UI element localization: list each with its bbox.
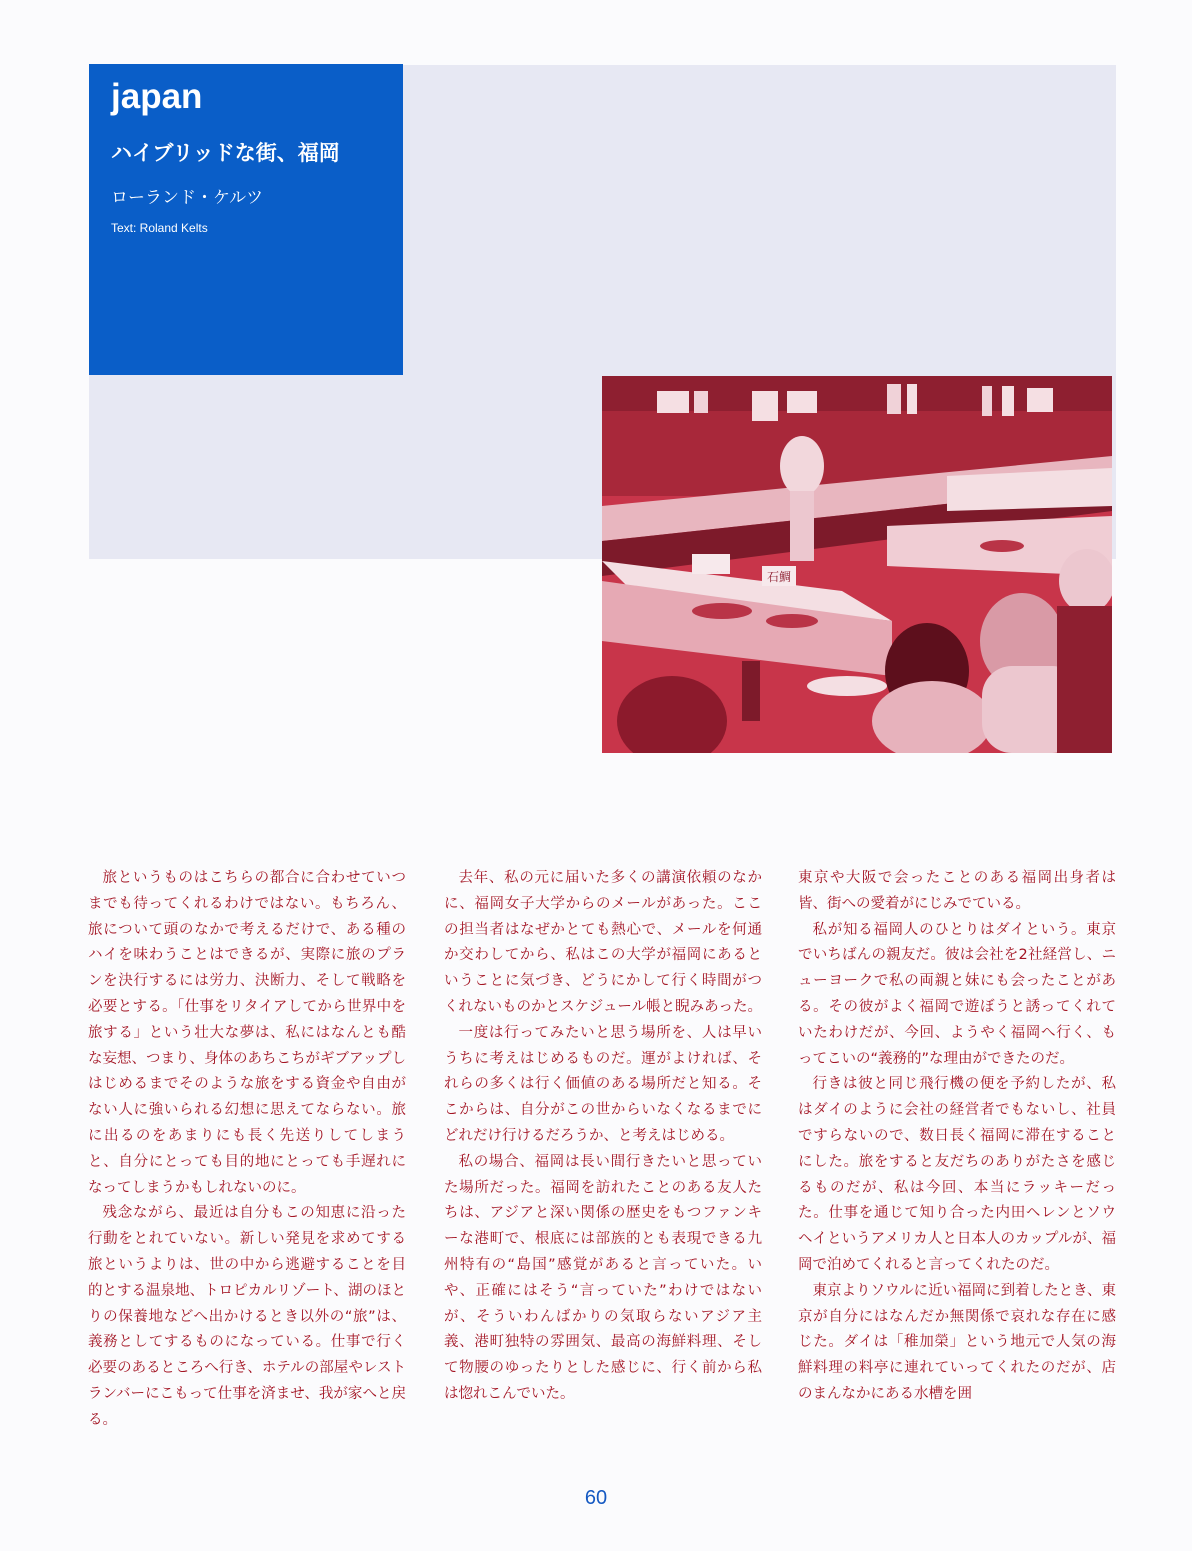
paragraph: 残念ながら、最近は自分もこの知恵に沿った行動をとれていない。新しい発見を求めてする旅というよりは、世の中から逃避することを目的とする温泉地、トロピカルリゾート、湖のほとりの保養地などへ出かけるとき以外の“旅”は、義務としてするものになっている。仕事で行く必要のあるところへ行き、ホテルの部屋やレストランバーにこもって仕事を済ませ、我が家へと戻る。: [88, 1205, 406, 1428]
paragraph: 一度は行ってみたいと思う場所を、人は早いうちに考えはじめるものだ。運がよければ、それらの多くは行く価値のある場所だと知る。そこからは、自分がこの世からいなくなるまでにどれだけ行けるだろうか、と考えはじめる。: [444, 1024, 762, 1144]
svg-text:石鯛: 石鯛: [766, 570, 792, 584]
paragraph: 行きは彼と同じ飛行機の便を予約したが、私はダイのように会社の経営者でもないし、社員ですらないので、数日長く福岡に滞在することにした。旅をすると友だちのありがたさを感じるものだが、私は今回、本当にラッキーだった。仕事を通じて知り合った内田ヘレンとソウヘイというアメリカ人と日本人のカップルが、福岡で泊めてくれると言ってくれたのだ。: [798, 1076, 1116, 1273]
section-kicker: japan: [111, 77, 203, 116]
paragraph: 去年、私の元に届いた多くの講演依頼のなかに、福岡女子大学からのメールがあった。ここの担当者はなぜかとても熱心で、メールを何通か交わしてから、私はこの大学が福岡にあるということに気づき、どうにかして行く時間がつくれないものかとスケジュール帳と睨みあった。: [444, 870, 762, 1015]
article-headline: ハイブリッドな街、福岡: [111, 141, 340, 165]
paragraph: 東京や大阪で会ったことのある福岡出身者は皆、街への愛着がにじみでている。: [798, 870, 1116, 912]
text-column-1: [88, 866, 406, 1434]
text-column-2: [444, 866, 762, 1408]
restaurant-photo: [602, 376, 1112, 753]
paragraph: 東京よりソウルに近い福岡に到着したとき、東京が自分にはなんだか無関係で哀れな存在に感じた。ダイは「稚加榮」という地元で人気の海鮮料理の料亭に連れていってくれたのだが、店のまんなかにある水槽を囲: [798, 1282, 1116, 1402]
paragraph: 私が知る福岡人のひとりはダイという。東京でいちばんの親友だ。彼は会社を2社経営し、ニューヨークで私の両親と妹にも会ったことがある。その彼がよく福岡で遊ぼうと誘ってくれていたわけだが、今回、ようやく福岡へ行く、もってこいの“義務的”な理由ができたのだ。: [798, 921, 1116, 1067]
paragraph: 私の場合、福岡は長い間行きたいと思っていた場所だった。福岡を訪れたことのある友人たちは、アジアと深い関係の歴史をもつファンキーな港町で、根底には部族的とも表現できる九州特有の“島国”感覚があると言っていた。いや、正確にはそう“言っていた”わけではないが、そういわんばかりの気取らないアジア主義、港町独特の雰囲気、最高の海鮮料理、そして物腰のゆったりとした感じに、行く前から私は惚れこんでいた。: [444, 1153, 762, 1402]
paragraph: 旅というものはこちらの都合に合わせていつまでも待ってくれるわけではない。もちろん、旅について頭のなかで考えるだけで、ある種のハイを味わうことはできるが、実際に旅のプランを決行するには労力、決断力、そして戦略を必要とする。「仕事をリタイアしてから世界中を旅する」という壮大な夢は、私にはなんとも酷な妄想、つまり、身体のあちこちがギブアップしはじめるまでそのような旅をする資金や自由がない人に強いられる幻想に思えてならない。旅に出るのをあまりにも長く先送りしてしまうと、自分にとっても目的地にとっても手遅れになってしまうかもしれないのに。: [88, 870, 406, 1196]
page-number: 60: [584, 1487, 608, 1509]
restaurant-photo-illustration: [602, 376, 1112, 753]
text-credit: Text: Roland Kelts: [111, 221, 208, 235]
author-name: ローランド・ケルツ: [111, 188, 264, 208]
title-box: [89, 64, 403, 375]
text-column-3: [798, 866, 1116, 1408]
